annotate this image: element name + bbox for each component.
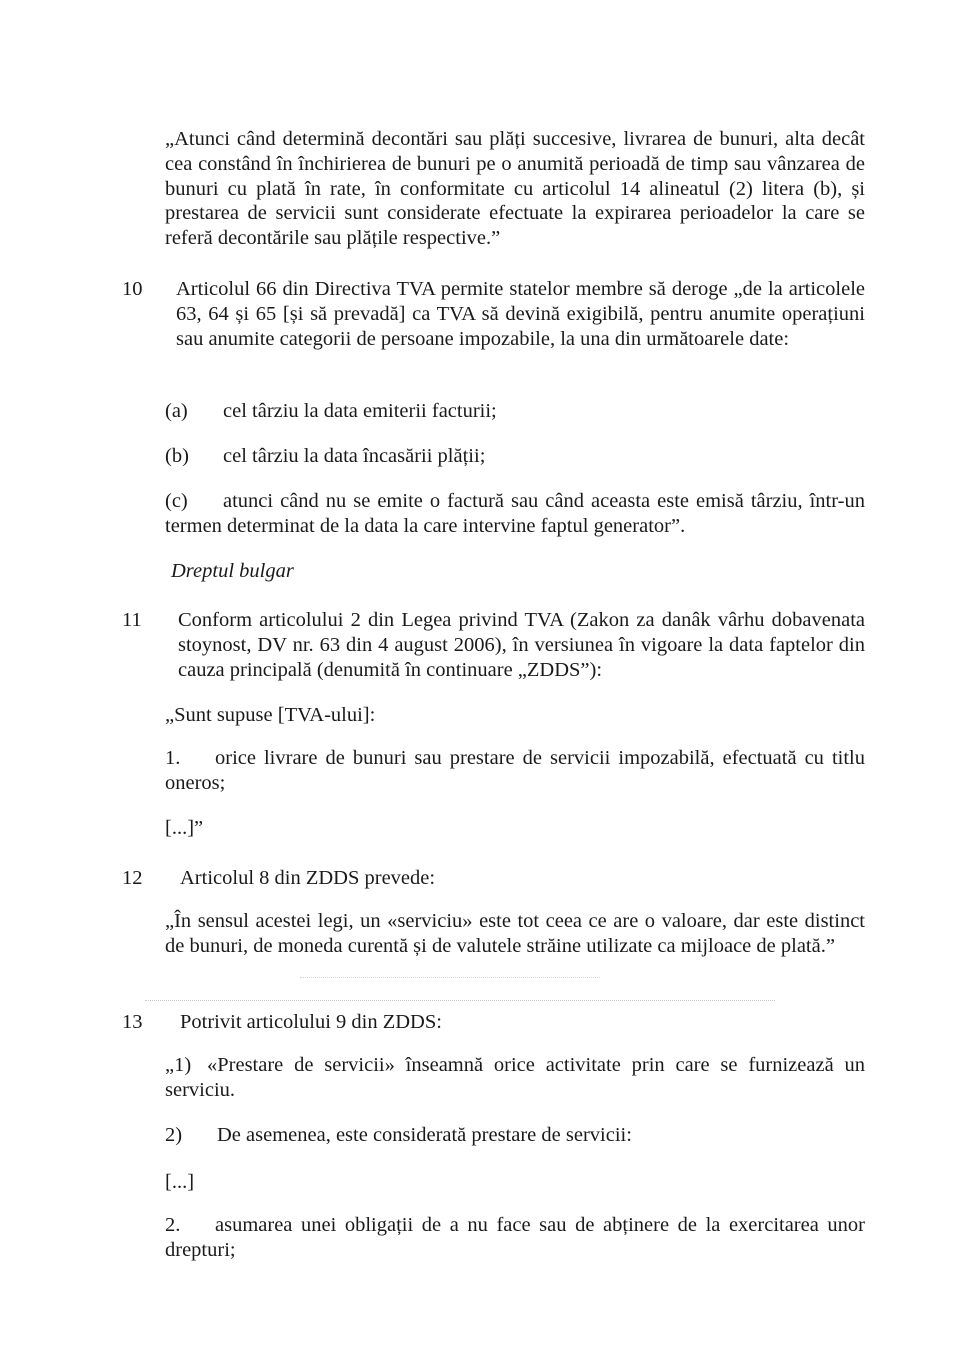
list-label: (c) xyxy=(165,490,188,512)
paragraph-11-quote-intro: „Sunt supuse [TVA-ului]: xyxy=(165,704,376,726)
paragraph-number-11: 11 xyxy=(122,609,142,631)
list-item-c xyxy=(165,489,865,539)
list-text: cel târziu la data încasării plății; xyxy=(223,445,486,467)
list-text: asumarea unei obligații de a nu face sau de abținere de la exercitarea unor drepturi; xyxy=(165,1214,865,1261)
list-text: orice livrare de bunuri sau prestare de servicii impozabilă, efectuată cu titlu oneros; xyxy=(165,747,865,794)
quote-article-64 xyxy=(165,127,865,251)
paragraph-12-quote: „În sensul acestei legi, un «serviciu» este tot ceea ce are o valoare, dar este distinct de bunuri, de moneda curentă și de valutele străine utilizate ca mijloace de plată.” xyxy=(165,910,865,957)
paragraph-number-10: 10 xyxy=(122,278,143,300)
quote-text: „Atunci când determină decontări sau plăți succesive, livrarea de bunuri, alta decât cea constând în închirierea de bunuri pe o anumită perioadă de timp sau vânzarea de bunuri cu plată în rate, în conformitate cu articolul 14 alineatul (2) litera (b), și prestarea de servicii sunt considerate efectuate la expirarea perioadelor la care se referă decontările sau plățile respective.” xyxy=(165,128,865,250)
scan-artifact xyxy=(300,977,600,979)
list-text: cel târziu la data emiterii facturii; xyxy=(223,400,497,422)
list-label: (b) xyxy=(165,445,189,467)
list-text: atunci când nu se emite o factură sau când aceasta este emisă târziu, într-un termen determinat de la data la care intervine faptul generator”. xyxy=(165,490,865,537)
paragraph-13-text: Potrivit articolului 9 din ZDDS: xyxy=(180,1011,442,1033)
paragraph-13-item-2 xyxy=(165,1123,865,1148)
paragraph-number-12: 12 xyxy=(122,867,143,889)
list-label: 1. xyxy=(165,747,181,769)
list-item-b xyxy=(165,444,865,469)
paragraph-13-subitem-2 xyxy=(165,1213,865,1263)
paragraph-11-ellipsis: [...]” xyxy=(165,817,204,839)
paragraph-13-ellipsis: [...] xyxy=(165,1171,195,1193)
scan-artifact xyxy=(145,1000,775,1002)
list-label: 2) xyxy=(165,1124,183,1146)
paragraph-11-item-1 xyxy=(165,746,865,796)
list-label: 2. xyxy=(165,1214,181,1236)
list-label: (a) xyxy=(165,400,188,422)
paragraph-number-13: 13 xyxy=(122,1011,143,1033)
paragraph-12-text: Articolul 8 din ZDDS prevede: xyxy=(180,867,436,889)
section-heading: Dreptul bulgar xyxy=(171,560,294,582)
list-item-a xyxy=(165,399,865,424)
paragraph-10-text: Articolul 66 din Directiva TVA permite statelor membre să deroge „de la articolele 63, 64 și 65 [și să prevadă] ca TVA să devină exigibilă, pentru anumite operațiuni sau anumite categorii de persoane impozabile, la una din următoarele date: xyxy=(176,278,865,350)
paragraph-11-text: Conform articolului 2 din Legea privind TVA (Zakon za danâk vârhu dobavenata stoynost, DV nr. 63 din 4 august 2006), în versiunea în vigoare la data faptelor din cauza principală (denumită în continuare „ZDDS”): xyxy=(178,609,865,681)
paragraph-13-item-1 xyxy=(165,1053,865,1103)
list-label: „1) xyxy=(165,1054,192,1076)
list-text: «Prestare de servicii» înseamnă orice activitate prin care se furnizează un serviciu. xyxy=(165,1054,865,1101)
list-text: De asemenea, este considerată prestare de servicii: xyxy=(217,1124,632,1146)
